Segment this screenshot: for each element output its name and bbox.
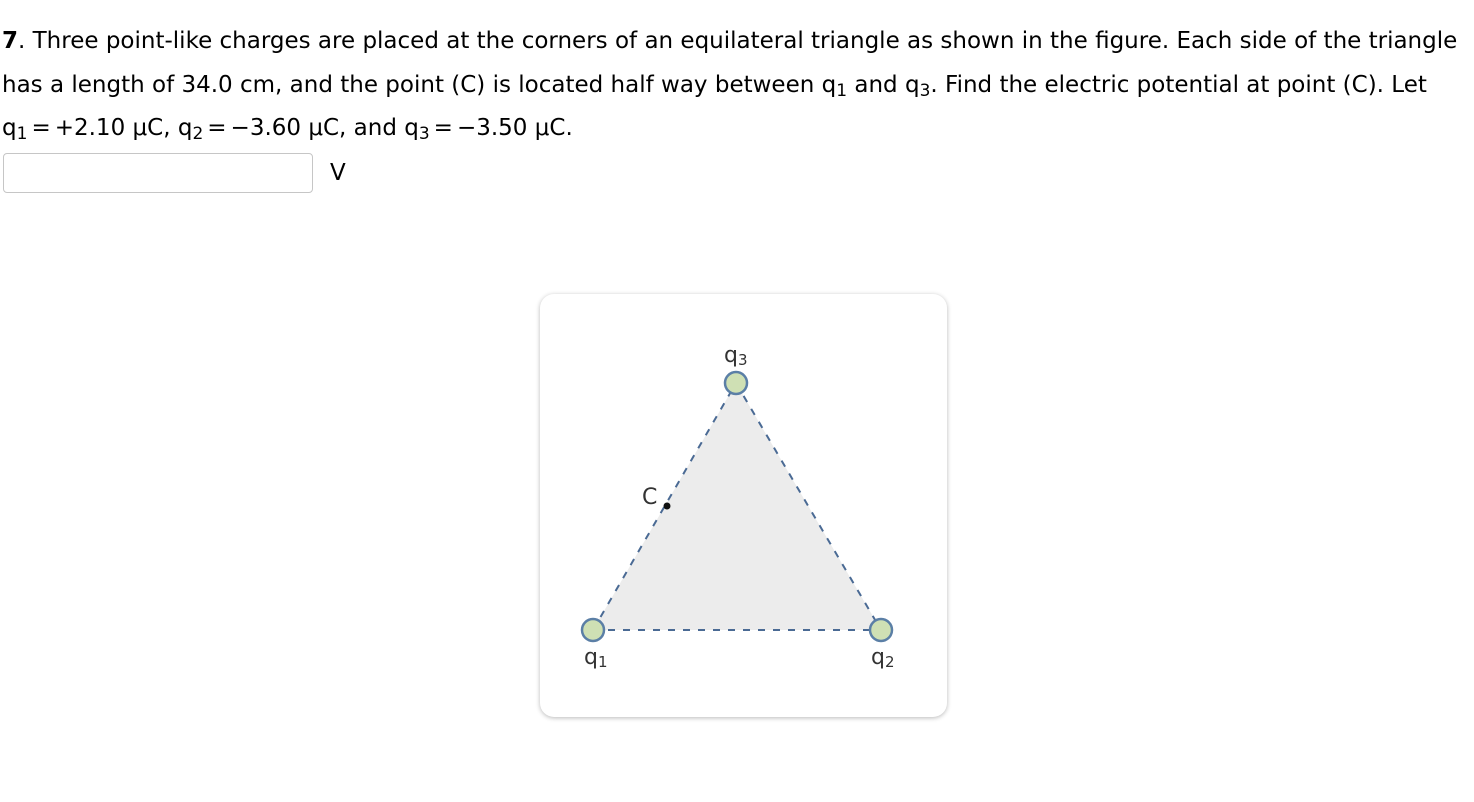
answer-row [3,152,346,194]
figure-card [540,294,947,717]
subscript: 3 [418,124,430,144]
q3-value: −3.50 μC. [456,115,573,141]
point-c-dot [664,503,671,510]
subscript: 1 [16,124,28,144]
label-q1: q1 [584,645,608,671]
charge-q3 [725,372,747,394]
label-c: C [642,485,658,510]
charge-q2 [870,619,892,641]
charge-q1 [582,619,604,641]
answer-input[interactable] [3,153,313,193]
equals-sign: = [207,115,227,141]
subscript: 1 [836,80,848,101]
triangle-area [593,383,881,630]
problem-text-2: and q [847,71,920,98]
problem-statement [2,20,1462,151]
triangle-diagram [540,294,947,717]
problem-text-1: . Three point-like charges are placed at the corners of an equilateral triangle as shown in the figure. Each side of the triangle has a length of 34.0 cm, and the point (C) is located half way between q [2,28,1458,98]
equals-sign: = [433,115,453,141]
equals-sign: = [31,115,51,141]
answer-unit: V [330,160,346,186]
problem-number: 7 [2,28,19,54]
q1-value: +2.10 μC, q [54,115,193,141]
subscript: 3 [919,80,931,101]
label-q3: q3 [724,343,748,369]
problem-text-3: . Find the electric potential at point (C). Let q [2,71,1427,141]
q2-value: −3.60 μC, and q [230,115,419,141]
label-q2: q2 [871,645,895,671]
subscript: 2 [192,124,204,144]
